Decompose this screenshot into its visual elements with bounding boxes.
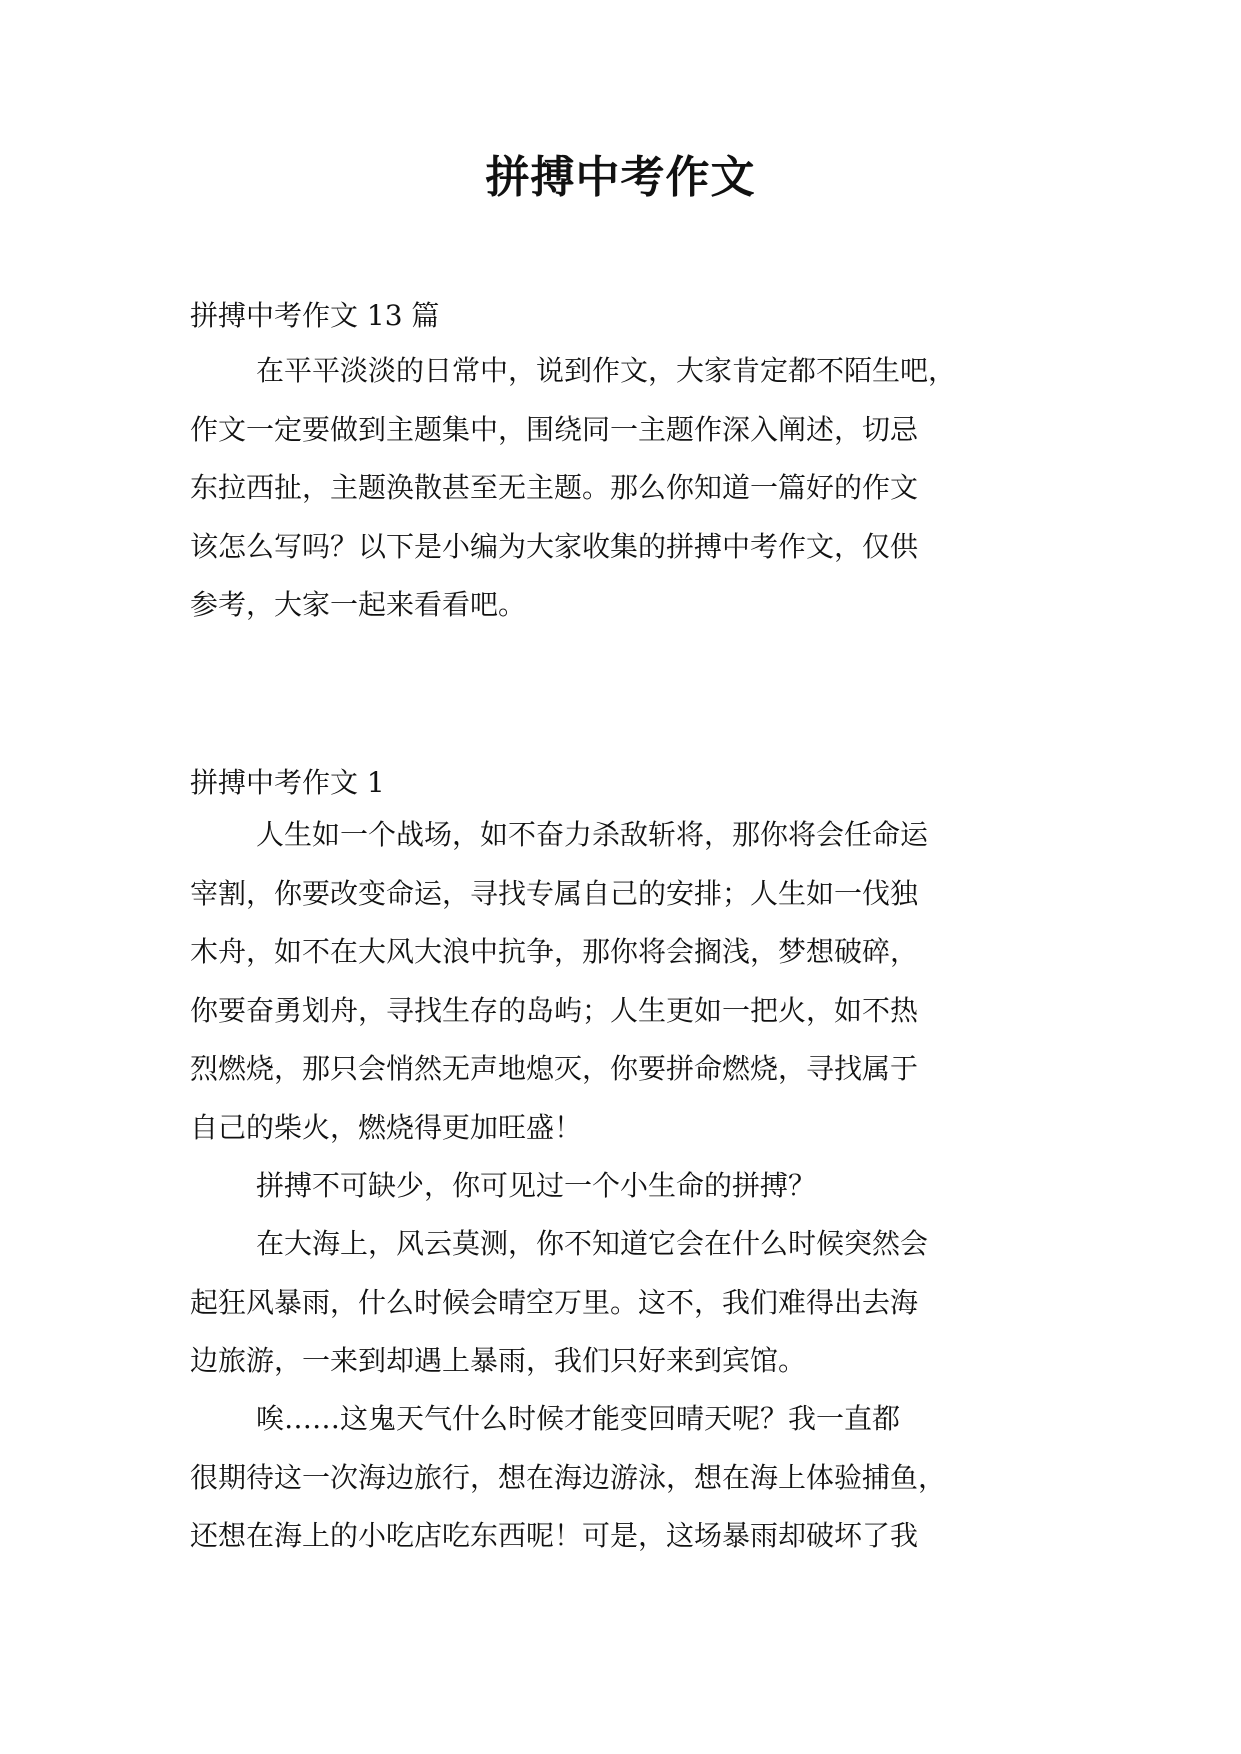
essay-line: 拼搏不可缺少，你可见过一个小生命的拼搏？ (256, 1169, 817, 1202)
intro-line: 作文一定要做到主题集中，围绕同一主题作深入阐述，切忌 (190, 412, 919, 446)
essay-line: 在大海上，风云莫测，你不知道它会在什么时候突然会 (256, 1227, 929, 1260)
essay-paragraph (190, 1215, 1090, 1391)
section-heading: 拼搏中考作文 1 (190, 766, 385, 799)
essay-line: 烈燃烧，那只会悄然无声地熄灭，你要拼命燃烧，寻找属于 (190, 1052, 919, 1085)
essay-line: 唉……这鬼天气什么时候才能变回晴天呢？我一直都 (256, 1402, 901, 1435)
essay-line: 宰割，你要改变命运，寻找专属自己的安排；人生如一伐独 (190, 876, 919, 910)
essay-line: 很期待这一次海边旅行，想在海边游泳，想在海上体验捕鱼， (190, 1460, 947, 1494)
essay-paragraph (190, 806, 1090, 1157)
essay-line: 人生如一个战场，如不奋力杀敌斩将，那你将会任命运 (256, 818, 929, 851)
intro-line: 该怎么写吗？以下是小编为大家收集的拼搏中考作文，仅供 (190, 529, 919, 563)
essay-line: 边旅游，一来到却遇上暴雨，我们只好来到宾馆。 (190, 1344, 807, 1377)
essay-line: 你要奋勇划舟，寻找生存的岛屿；人生更如一把火，如不热 (190, 993, 919, 1027)
essay-line: 还想在海上的小吃店吃东西呢！可是，这场暴雨却破坏了我 (190, 1519, 919, 1552)
essay-paragraph (190, 1157, 1090, 1216)
document-title: 拼搏中考作文 (485, 152, 756, 203)
intro-line: 在平平淡淡的日常中，说到作文，大家肯定都不陌生吧， (256, 354, 957, 387)
essay-line: 起狂风暴雨，什么时候会晴空万里。这不，我们难得出去海 (190, 1285, 919, 1319)
document-subtitle: 拼搏中考作文 13 篇 (190, 299, 440, 332)
essay-line: 自己的柴火，燃烧得更加旺盛！ (190, 1110, 583, 1144)
intro-paragraph (190, 342, 1090, 635)
essay-line: 木舟，如不在大风大浪中抗争，那你将会搁浅，梦想破碎， (190, 935, 919, 968)
intro-line: 参考，大家一起来看看吧。 (190, 588, 527, 621)
intro-line: 东拉西扯，主题涣散甚至无主题。那么你知道一篇好的作文 (190, 471, 919, 504)
essay-paragraph (190, 1390, 1090, 1566)
